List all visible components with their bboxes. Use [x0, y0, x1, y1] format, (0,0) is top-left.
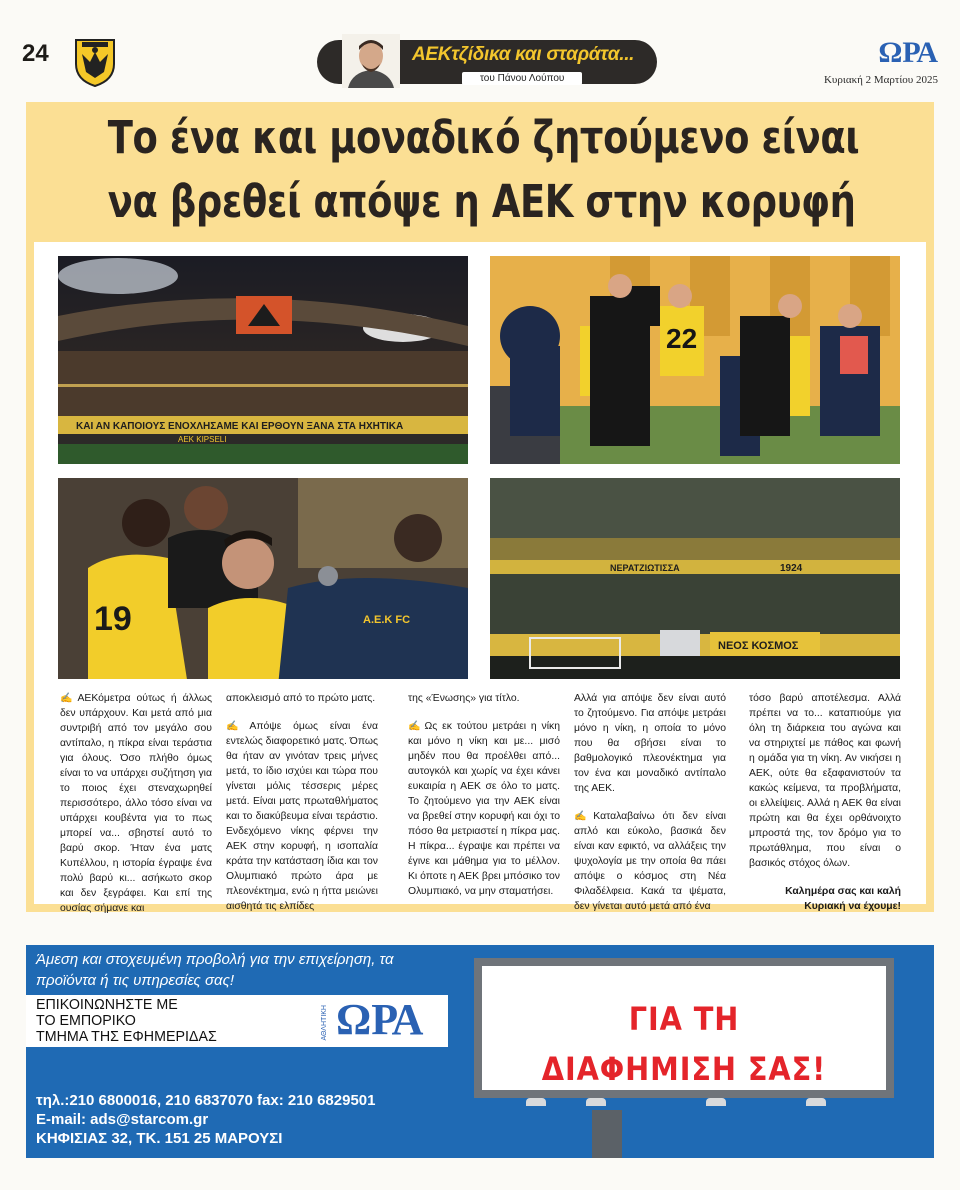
headline	[107, 106, 860, 234]
ad-email[interactable]: E-mail: ads@starcom.gr	[36, 1111, 209, 1128]
fans-stands-photo	[490, 478, 900, 686]
article-column-2	[226, 691, 378, 914]
headline-line-2: να βρεθεί απόψε η ΑΕΚ στην κορυφή	[107, 175, 856, 228]
advertisement	[26, 945, 934, 1158]
column-title: ΑΕΚτζίδικα και σταράτα...	[412, 44, 635, 65]
ad-address: ΚΗΦΙΣΙΑΣ 32, ΤΚ. 151 25 ΜΑΡΟΥΣΙ	[36, 1130, 283, 1147]
column-byline: του Πάνου Λούπου	[462, 72, 582, 85]
scorer-celebration-photo	[58, 478, 468, 686]
aek-crest-icon	[72, 36, 118, 88]
article-column-4	[574, 691, 726, 914]
ad-phone: τηλ.:210 6800016, 210 6837070 fax: 210 6829501	[36, 1092, 376, 1109]
newspaper-logo: ΩΡΑ	[878, 36, 938, 69]
lamp-icon	[706, 1098, 726, 1106]
stadium-photo	[58, 256, 468, 464]
ad-contact-details	[36, 1091, 375, 1148]
ad-logo-small: ΑΘΛΗΤΙΚΗ	[321, 1005, 328, 1041]
billboard	[474, 958, 894, 1098]
ad-tagline: Άμεση και στοχευμένη προβολή για την επιχείρηση, τα προϊόντα ή τις υπηρεσίες σας!	[36, 951, 394, 989]
ad-contact-text: ΕΠΙΚΟΙΝΩΝΗΣΤΕ ΜΕ ΤΟ ΕΜΠΟΡΙΚΟ ΤΜΗΜΑ ΤΗΣ ΕΦΗΜΕΡΙΔΑΣ	[36, 996, 217, 1045]
signoff: Καλημέρα σας και καλή Κυριακή να έχουμε!	[785, 886, 901, 912]
paragraph: τόσο βαρύ αποτέλεσμα. Αλλά πρέπει να το... καταπιούμε για όλη τη διάρκεια του αγώνα και να στηριχτεί με πάθος και φωνή η ομάδα για τη νίκη. Αν νικήσει η ΑΕΚ, ούτε θα εξαφανιστούν τα κακώς κείμενα, τα προβλήματα, οι ελλείψεις. Αλλά η ΑΕΚ θα είναι πρώτη και θα έχει ορθάνοιχτο μπροστά της, τον δρόμο για το πρωτάθλημα, που είναι ο βασικός στόχος όλων.	[749, 693, 901, 869]
pen-icon: ✍	[226, 721, 248, 732]
paragraph: ✍ Απόψε όμως είναι ένα εντελώς διαφορετικό ματς. Όπως θα ήταν αν γινόταν τρεις μήνες μετά, το ίδιο ισχύει και τώρα που γίνεται μόλις τέσσερις μέρες μετά. Είναι ματς πρωταθλήματος και το διακύβευμα είναι τεράστιο. Ενδεχόμενο νίκης φέρνει την ΑΕΚ στην κορυφή, η ισοπαλία κράτα την κατάσταση ίδια και τον Ολυμπιακό πρώτο άρα με πλεονέκτημα, ενώ η ήττα μειώνει αισθητά τις ελπίδες	[226, 721, 378, 912]
article-column-3	[408, 691, 560, 899]
fan-banner-text-4: 1924	[780, 563, 803, 574]
pen-icon: ✍	[408, 721, 423, 732]
author-photo	[342, 34, 400, 88]
article-panel	[26, 102, 934, 912]
ad-logo: ΩΡΑ	[336, 995, 424, 1044]
billboard-text: ΓΙΑ ΤΗ ΔΙΑΦΗΜΙΣΗ ΣΑΣ!	[541, 1000, 827, 1088]
paragraph: αποκλεισμό από το πρώτο ματς.	[226, 693, 376, 704]
lamp-icon	[806, 1098, 826, 1106]
fan-banner-text: ΚΑΙ ΑΝ ΚΑΠΟΙΟΥΣ ΕΝΟΧΛΗΣΑΜΕ ΚΑΙ ΕΡΘΟΥΝ ΞΑΝΑ ΣΤΑ ΗΧΗΤΙΚΑ	[76, 421, 404, 432]
paragraph: ✍ Καταλαβαίνω ότι δεν είναι απλό και εύκολο, βασικά δεν είναι καν εφικτό, να αλλάξεις την ψυχολογία με την οποία θα πάει απόψε ο κόσμος στη Νέα Φιλαδέλφεια. Κακά τα ψέματα, δεν γίνεται αυτό μετά από ένα	[574, 811, 726, 912]
ad-contact-box	[26, 995, 448, 1047]
paragraph: της «Ένωσης» για τίτλο.	[408, 693, 520, 704]
player-number-22: 22	[666, 323, 698, 354]
pen-icon: ✍	[60, 693, 76, 704]
fan-banner-text-5: ΝΕΟΣ ΚΟΣΜΟΣ	[718, 640, 799, 652]
page-number: 24	[22, 40, 49, 67]
issue-date: Κυριακή 2 Μαρτίου 2025	[823, 74, 938, 86]
fan-banner-text-2: ΑΕΚ KIPSELI	[178, 435, 227, 444]
article-column-5	[749, 691, 901, 914]
billboard-pole	[592, 1110, 622, 1158]
article-column-1	[60, 691, 212, 916]
paragraph: ✍ ΑΕΚόμετρα ούτως ή άλλως δεν υπάρχουν. Και μετά από μια συντριβή από τον μεγάλο σου αντίπαλο, η πίκρα είναι τεράστια για όλους. Όσο πλήθο όμως είναι το να υπάρχει συζήτηση για το ποιος έχει στεναχωρηθεί περισσότερο, άλλο τόσο είναι να υπάρχει κουβέντα για το πως μπορεί να... σβηστεί αυτό το βαρύ σκορ. Ήταν ένα ματς Κυπέλλου, η ιστορία έγραψε ένα πολύ βαρύ κι... ασήκωτο σκορ και δεν ξεγράφει. Και επί της ουσίας σήμανε και	[60, 693, 212, 914]
paragraph: Αλλά για απόψε δεν είναι αυτό το ζητούμενο. Για απόψε μετράει μόνο η νίκη, η οποία το μόνο που θα σβήσει είναι το βαθμολογικό πλεονέκτημα για τον ένα και μοναδικό αντίπαλο της ΑΕΚ.	[574, 693, 726, 794]
kit-text: Α.Ε.Κ FC	[363, 614, 411, 626]
celebration-huddle-photo	[490, 256, 900, 464]
pen-icon: ✍	[574, 811, 592, 822]
article-body	[34, 679, 926, 914]
paragraph: ✍ Ως εκ τούτου μετράει η νίκη και μόνο η νίκη και με... μισό μηδέν που θα προέλθει από... αυτογκόλ και χωρίς να έχει κάνει ευκαιρία η ΑΕΚ σε όλο το ματς. Το ζητούμενο για την ΑΕΚ είναι να βρεθεί στην κορυφή και όχι το πόσο θα μετριαστεί η πίκρα μας. Η πίκρα... έγραψε και πρέπει να έγινε και μάθημα για το μέλλον. Κι όποτε η ΑΕΚ βρει μπόσικο τον Ολυμπιακό, να μην σταματήσει.	[408, 721, 561, 897]
fan-banner-text-3: ΝΕΡΑΤΖΙΩΤΙΣΣΑ	[610, 563, 680, 573]
headline-line-1: Το ένα και μοναδικό ζητούμενο είναι	[107, 111, 860, 164]
page-header	[22, 30, 938, 88]
lamp-icon	[586, 1098, 606, 1106]
lamp-icon	[526, 1098, 546, 1106]
player-number-19: 19	[94, 600, 132, 638]
